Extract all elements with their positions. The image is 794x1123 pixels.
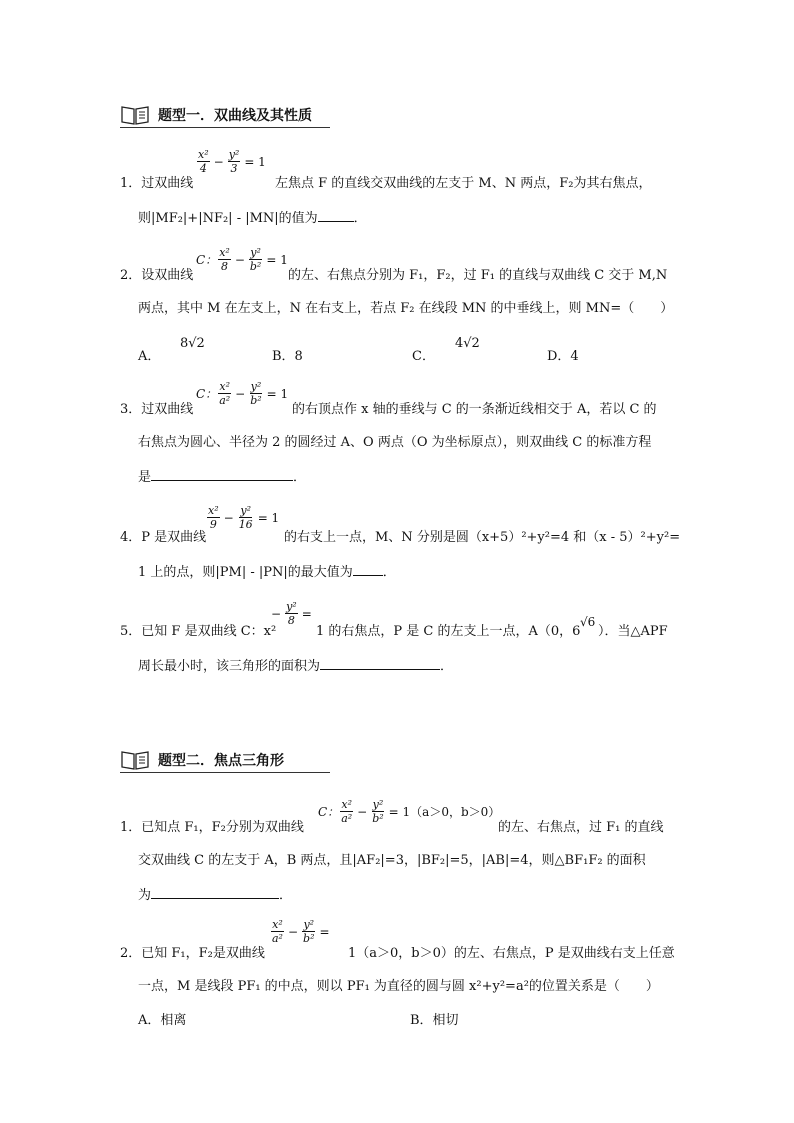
answer-blank[interactable] [151,466,293,481]
section-title: 题型一．双曲线及其性质 [158,108,312,124]
problem-line: 4．P 是双曲线 [120,530,207,545]
problem-line: 交双曲线 C 的左支于 A，B 两点，且|AF₂|=3，|BF₂|=5，|AB|=4，则△BF₁F₂ 的面积 [138,853,646,868]
section-title: 题型二．焦点三角形 [158,753,284,769]
problem-line: 5．已知 F 是双曲线 C：x² [120,624,277,639]
sqrt-value: √6 [580,615,596,629]
answer-blank[interactable] [318,207,354,222]
problem-line: 1（a＞0，b＞0）的左、右焦点，P 是双曲线右支上任意 [348,946,675,961]
equation: − $\frac{\text{y²}}{8}$ = [271,600,312,627]
option-b[interactable]: B．相切 [410,1013,459,1028]
equation: $\frac{\text{x²}}{\text{a²}}$ − $\frac{\text{y²}}{\text{b²}}$ = [272,918,330,945]
problem-line: 右焦点为圆心、半径为 2 的圆经过 A、O 两点（O 为坐标原点），则双曲线 C 的标准方程 [138,435,652,450]
equation: $\frac{\text{x²}}{4}$ − $\frac{\text{y²}}{3}$ = 1 [198,148,266,175]
equation: C： $\frac{\text{x²}}{8}$ − $\frac{\text{y²}}{\text{b²}}$ = 1 [196,246,288,273]
equation: C： $\frac{\text{x²}}{\text{a²}}$ − $\frac{\text{y²}}{\text{b²}}$ = 1（a＞0，b＞0） [318,798,501,825]
option-c-value: 4√2 [455,336,480,351]
answer-blank[interactable] [320,655,440,670]
problem-line: 是 ． [138,466,306,488]
problem-line: 的右顶点作 x 轴的垂线与 C 的一条渐近线相交于 A，若以 C 的 [292,402,657,417]
problem-line: 周长最小时，该三角形的面积为 ． [138,655,453,677]
problem-line: 两点，其中 M 在左支上，N 在右支上，若点 F₂ 在线段 MN 的中垂线上，则 MN=（ ） [138,301,674,316]
option-a[interactable]: A．相离 [138,1013,187,1028]
problem-line: 则|MF₂|+|NF₂| - |MN|的值为 ． [138,207,367,229]
book-icon [120,749,150,771]
option-c-label[interactable]: C． [412,349,435,364]
problem-line: 的左、右焦点，过 F₁ 的直线 [498,820,664,835]
option-a-label[interactable]: A． [138,349,161,364]
problem-line: 为 ． [138,884,292,906]
problem-line: 1 的右焦点，P 是 C 的左支上一点，A（0，6 [316,624,581,639]
problem-line: 2．已知 F₁，F₂是双曲线 [120,946,265,961]
problem-line: 左焦点 F 的直线交双曲线的左支于 M、N 两点，F₂为其右焦点， [275,176,652,191]
problem-line: 3．过双曲线 [120,402,194,417]
option-b[interactable]: B．8 [272,349,303,364]
section-divider [120,772,330,773]
section-header-1 [120,104,312,126]
problem-line: 1．过双曲线 [120,176,194,191]
option-d[interactable]: D．4 [547,349,579,364]
problem-line: 2．设双曲线 [120,268,194,283]
problem-line: 一点，M 是线段 PF₁ 的中点，则以 PF₁ 为直径的圆与圆 x²+y²=a²的位置关系是（ ） [138,979,659,994]
problem-line: ）．当△APF [598,624,668,639]
problem-line: 1．已知点 F₁，F₂分别为双曲线 [120,820,304,835]
problem-line: 的左、右焦点分别为 F₁，F₂，过 F₁ 的直线与双曲线 C 交于 M,N [288,268,668,283]
problem-line: 1 上的点，则|PM| - |PN|的最大值为 ． [138,561,396,583]
section-header-2 [120,749,284,771]
option-a-value: 8√2 [180,336,205,351]
section-divider [120,127,330,128]
book-icon [120,104,150,126]
equation: C： $\frac{\text{x²}}{\text{a²}}$ − $\frac{\text{y²}}{\text{b²}}$ = 1 [196,380,289,407]
problem-line: 的右支上一点，M、N 分别是圆（x+5）²+y²=4 和（x - 5）²+y²= [284,530,681,545]
answer-blank[interactable] [151,884,279,899]
equation: $\frac{\text{x²}}{9}$ − $\frac{\text{y²}}{16}$ = 1 [208,504,280,531]
answer-blank[interactable] [353,561,383,576]
